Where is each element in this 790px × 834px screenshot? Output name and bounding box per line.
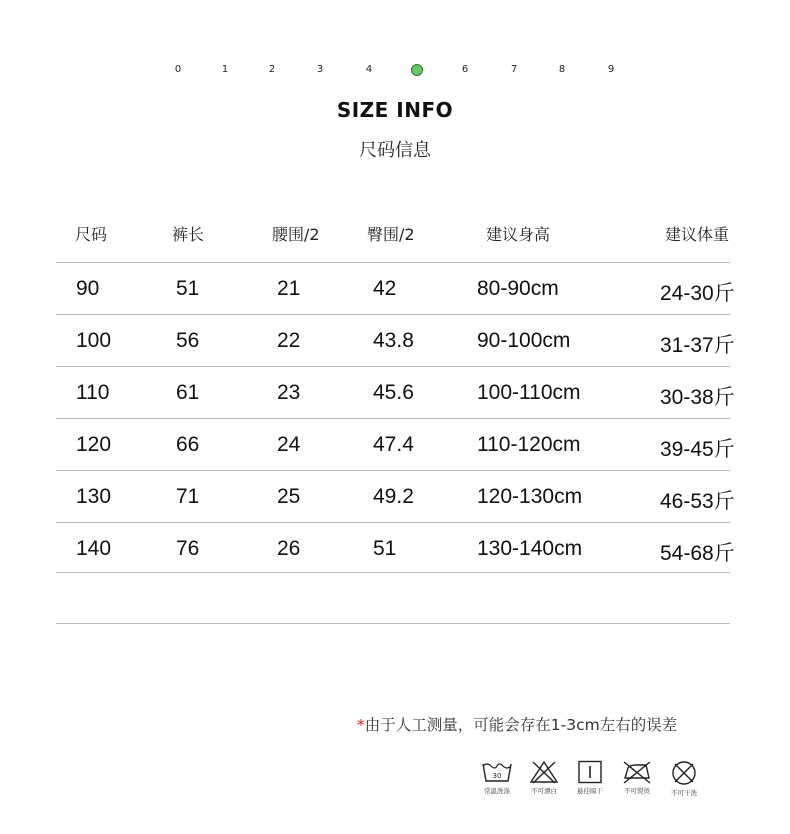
step-4: 4 [365, 64, 373, 75]
cell-hip: 47.4 [373, 433, 414, 456]
care-label: 悬挂晾干 [577, 787, 603, 795]
care-label: 不可漂白 [531, 787, 557, 795]
cell-waist: 23 [277, 381, 301, 404]
table-divider [56, 572, 730, 573]
note-asterisk: * [357, 716, 365, 734]
care-label: 不可干洗 [671, 789, 697, 797]
cell-size: 110 [76, 381, 110, 404]
cell-height: 100-110cm [477, 381, 581, 404]
step-5-active-dot [411, 64, 423, 76]
header-hip: 臀围/2 [367, 225, 415, 244]
cell-waist: 22 [277, 329, 301, 352]
no-iron-icon [622, 760, 652, 784]
cell-size: 90 [76, 277, 100, 300]
cell-weight: 24-30斤 [660, 282, 735, 305]
header-weight: 建议体重 [665, 225, 730, 244]
cell-length: 66 [176, 433, 200, 456]
header-waist: 腰围/2 [272, 225, 320, 244]
hang-dry-icon [577, 760, 603, 784]
cell-size: 130 [76, 485, 112, 508]
table-divider [56, 262, 730, 263]
table-divider [56, 623, 730, 624]
note-text: 由于人工测量，可能会存在1-3cm左右的误差 [364, 716, 678, 734]
care-item-wash [472, 760, 522, 795]
table-divider [56, 522, 730, 523]
cell-size: 100 [76, 329, 112, 352]
cell-weight: 54-68斤 [660, 542, 735, 565]
measurement-note [357, 713, 677, 735]
no-bleach-icon [529, 760, 559, 784]
cell-weight: 31-37斤 [660, 334, 735, 357]
step-indicator [0, 62, 790, 78]
care-item-bleach [519, 760, 569, 795]
cell-size: 140 [76, 537, 112, 560]
cell-waist: 25 [277, 485, 301, 508]
cell-waist: 24 [277, 433, 301, 456]
step-3: 3 [316, 64, 324, 75]
cell-hip: 51 [373, 537, 397, 560]
step-2: 2 [268, 64, 276, 75]
svg-text:30: 30 [492, 772, 502, 780]
no-dry-clean-icon [670, 760, 698, 786]
step-9: 9 [607, 64, 615, 75]
cell-hip: 45.6 [373, 381, 414, 404]
cell-waist: 21 [277, 277, 301, 300]
cell-length: 71 [176, 485, 200, 508]
cell-weight: 46-53斤 [660, 490, 735, 513]
cell-height: 110-120cm [477, 433, 581, 456]
step-8: 8 [558, 64, 566, 75]
care-label: 常温洗涤 [484, 787, 510, 795]
cell-length: 61 [176, 381, 200, 404]
cell-height: 120-130cm [477, 485, 583, 508]
step-0: 0 [174, 64, 182, 75]
title-chinese: 尺码信息 [359, 140, 431, 161]
care-item-dry [565, 760, 615, 795]
title-english: SIZE INFO [336, 98, 454, 122]
header-height: 建议身高 [486, 225, 551, 244]
cell-weight: 30-38斤 [660, 386, 735, 409]
step-6: 6 [461, 64, 469, 75]
cell-length: 76 [176, 537, 200, 560]
care-item-dryclean [659, 760, 709, 797]
table-divider [56, 314, 730, 315]
header-pants-length: 裤长 [172, 225, 205, 244]
step-7: 7 [510, 64, 518, 75]
cell-length: 56 [176, 329, 200, 352]
cell-height: 130-140cm [477, 537, 583, 560]
cell-height: 80-90cm [477, 277, 559, 300]
cell-size: 120 [76, 433, 112, 456]
table-divider [56, 470, 730, 471]
cell-weight: 39-45斤 [660, 438, 735, 461]
cell-hip: 43.8 [373, 329, 414, 352]
wash-30-icon [481, 760, 513, 784]
care-item-iron [612, 760, 662, 795]
table-divider [56, 366, 730, 367]
care-label: 不可熨烫 [624, 787, 650, 795]
cell-length: 51 [176, 277, 200, 300]
header-size: 尺码 [75, 225, 108, 244]
cell-hip: 49.2 [373, 485, 414, 508]
step-1: 1 [221, 64, 229, 75]
table-divider [56, 418, 730, 419]
cell-waist: 26 [277, 537, 301, 560]
cell-hip: 42 [373, 277, 397, 300]
cell-height: 90-100cm [477, 329, 571, 352]
